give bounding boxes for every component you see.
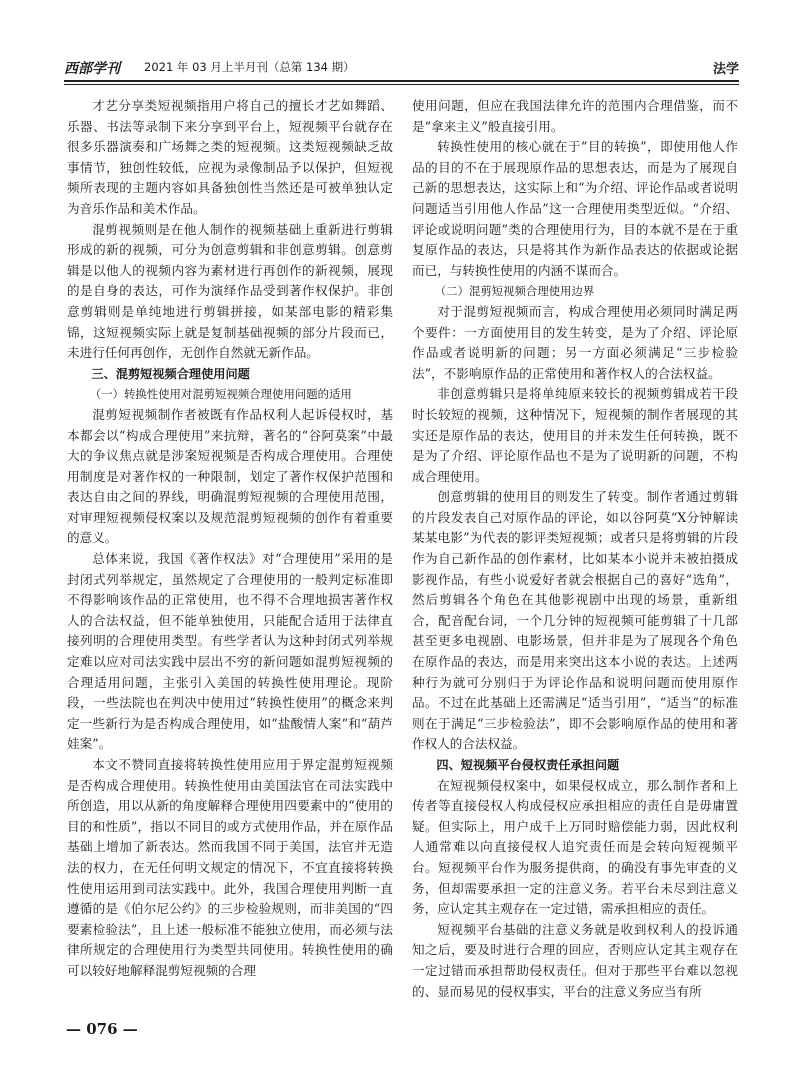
paragraph-continued: 使用问题，但应在我国法律允许的范围内合理借鉴，而不是“拿来主义”般直接引用。 — [412, 98, 738, 134]
section-heading: 三、混剪短视频合理使用问题 — [91, 366, 250, 381]
paragraph: 混剪视频则是在他人制作的视频基础上重新进行剪辑形成的新的视频，可分为创意剪辑和非创意剪辑。创意剪辑是以他人的视频内容为素材进行再创作的新视频，展现的是自身的表达，可作为演绎作品受到著作权保护。非创意剪辑则是单纯地进行剪辑拼接，如某部电影的精彩集锦，这短视频实际上就是复制基础视频的部分片段而已，未进行任何再创作，无创作自然就无新作品。 — [67, 221, 393, 361]
paragraph: 混剪短视频制作者被既有作品权利人起诉侵权时，基本都会以“构成合理使用”来抗辩，著名的“谷阿莫案”中最大的争议焦点就是涉案短视频是否构成合理使用。合理使用制度是对著作权的一种限制，划定了著作权保护范围和表达自由之间的界线，明确混剪短视频的合理使用范围，对审理短视频侵权案以及规范混剪短视频的创作有着重要的意义。 — [67, 406, 393, 546]
issue-info: 2021 年 03 月上半月刊（总第 134 期） — [144, 60, 355, 74]
paragraph: 短视频平台基础的注意义务就是收到权利人的投诉通知之后，要及时进行合理的回应，否则应认定其主观存在一定过错而承担帮助侵权责任。但对于那些平台难以忽视的、显而易见的侵权事实，平台的注意义务应当有所 — [412, 921, 738, 999]
paragraph: 非创意剪辑只是将单纯原来较长的视频剪辑成若干段时长较短的视频，这种情况下，短视频的制作者展现的其实还是原作品的表达，使用目的并未发生任何转换，既不是为了介绍、评论原作品也不是为了说明新的问题，不构成合理使用。 — [412, 386, 738, 484]
section-heading: 四、短视频平台侵权责任承担问题 — [436, 758, 620, 772]
header-rule-thick — [64, 80, 739, 82]
running-header — [64, 56, 739, 82]
subsection-heading: （二）混剪短视频合理使用边界 — [434, 284, 595, 299]
subsection-heading: （一）转换性使用对混剪短视频合理使用问题的适用 — [89, 387, 352, 402]
journal-logo: 西部学刊 — [64, 61, 120, 77]
paragraph: 本文不赞同直接将转换性使用应用于界定混剪短视频是否构成合理使用。转换性使用由美国法官在司法实践中所创造，用以从新的角度解释合理使用四要素中的“使用的目的和性质”，指以不同目的或方式使用作品，并在原作品基础上增加了新表达。然而我国不同于美国，法官并无造法的权力，在无任何明文规定的情况下，不宜直接将转换性使用运用到司法实践中。此外，我国合理使用判断一直遵循的是《伯尔尼公约》的三步检验规则，而非美国的“四要素检验法”，且上述一般标准不能独立使用，而必须与法律所规定的合理使用行为类型共同使用。转换性使用的确可以较好地解释混剪短视频的合理 — [67, 757, 393, 978]
paragraph: 创意剪辑的使用目的则发生了转变。制作者通过剪辑的片段发表自己对原作品的评论，如以谷阿莫“X分钟解读某某电影”为代表的影评类短视频；或者只是将剪辑的片段作为自己新作品的创作素材，比如某本小说并未被拍摄成影视作品，有些小说爱好者就会根据自己的喜好“选角”，然后剪辑各个角色在其他影视剧中出现的场景，重新组合，配音配台词，一个几分钟的短视频可能剪辑了十几部甚至更多电视剧、电影场景，但并非是为了展现各个角色在原作品的表达，而是用来突出这本小说的表达。上述两种行为就可分别归于为评论作品和说明问题而使用原作品。不过在此基础上还需满足“适当引用”，“适当”的标准则在于满足“三步检验法”，即不会影响原作品的使用和著作权人的合法权益。 — [412, 489, 738, 752]
paragraph: 在短视频侵权案中，如果侵权成立，那么制作者和上传者等直接侵权人构成侵权应承担相应的责任自是毋庸置疑。但实际上，用户成千上万同时赔偿能力弱，因此权利人通常难以向直接侵权人追究责任而是会转向短视频平台。短视频平台作为服务提供商，的确没有事先审查的义务，但却需要承担一定的注意义务。若平台未尽到注意义务，应认定其主观存在一定过错，需承担相应的责任。 — [412, 777, 738, 917]
header-rule-thin — [64, 84, 739, 85]
page-number: — 076 — — [66, 1020, 138, 1038]
section-label: 法学 — [712, 62, 739, 77]
paragraph: 总体来说，我国《著作权法》对“合理使用”采用的是封闭式列举规定，虽然规定了合理使用的一般判定标准即不得影响该作品的正常使用，也不得不合理地损害著作权人的合法权益，但不能单独使用，只能配合适用于法律直接列明的合理使用类型。有些学者认为这种封闭式列举规定难以应对司法实践中层出不穷的新问题如混剪短视频的合理适用问题，主张引入美国的转换性使用理论。现阶段，一些法院也在判决中使用过“转换性使用”的概念来判定一些新行为是否构成合理使用，如“盐酸情人案”和“葫芦娃案”。 — [67, 551, 393, 752]
paragraph: 转换性使用的核心就在于“目的转换”，即使用他人作品的目的不在于展现原作品的思想表达，而是为了展现自己新的思想表达，这实际上和“为介绍、评论作品或者说明问题适当引用他人作品”这一合理使用类型近似。“介绍、评论或说明问题”类的合理使用行为，目的本就不是在于重复原作品的表达，只是将其作为新作品表达的依据或论据而已，与转换性使用的内涵不谋而合。 — [412, 139, 738, 278]
left-column — [67, 96, 393, 982]
paragraph: 对于混剪短视频而言，构成合理使用必须同时满足两个要件：一方面使用目的发生转变，是为了介绍、评论原作品或者说明新的问题；另一方面必须满足“三步检验法”，不影响原作品的正常使用和著作权人的合法权益。 — [412, 303, 738, 381]
paragraph: 才艺分享类短视频指用户将自己的擅长才艺如舞蹈、乐器、书法等录制下来分享到平台上，短视频平台就存在很多乐器演奏和广场舞之类的短视频。这类短视频缺乏故事情节，独创性较低，应视为录像制品予以保护，但短视频所表现的主题内容如具备独创性当然还是可被单独认定为音乐作品和美术作品。 — [67, 98, 393, 216]
right-column — [412, 96, 738, 1002]
